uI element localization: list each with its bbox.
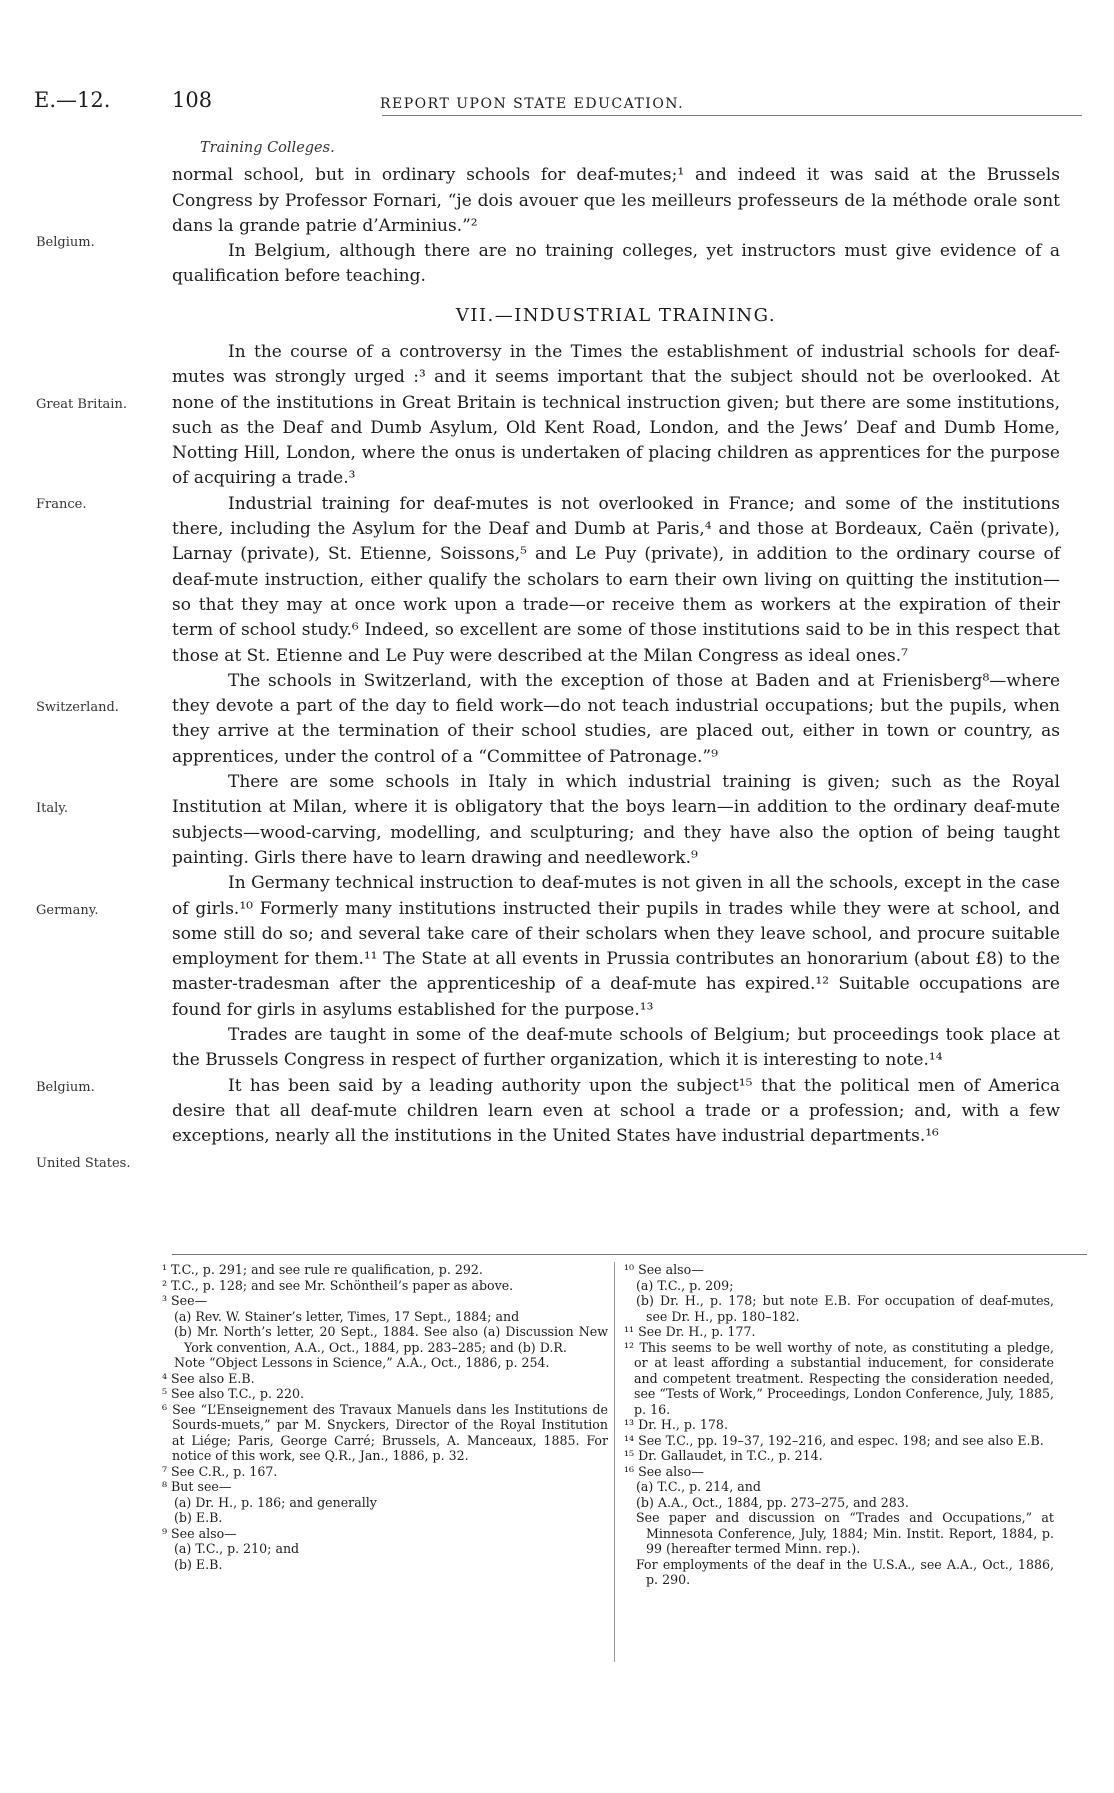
subhead-training-colleges: Training Colleges. (200, 140, 335, 156)
footnote-item: ³ See— (162, 1293, 208, 1308)
footnote-item: ⁴ See also E.B. (162, 1370, 255, 1386)
footnote-item: ⁷ See C.R., p. 167. (162, 1463, 278, 1479)
paragraph-belgium: Trades are taught in some of the deaf-mute schools of Belgium; but proceedings took place at the Brussels Congress in respect of further organization, which it is interesting to note.¹⁴ (172, 1025, 1060, 1071)
footnote-item: (b) Dr. H., p. 178; but note E.B. For occupation of deaf-mutes, see Dr. H., pp. 180–182. (636, 1293, 1054, 1324)
side-note-italy: Italy. (36, 801, 69, 816)
footnote-item: For employments of the deaf in the U.S.A., see A.A., Oct., 1886, p. 290. (636, 1556, 1054, 1587)
running-title: REPORT UPON STATE EDUCATION. (380, 96, 685, 112)
section-heading: VII.—INDUSTRIAL TRAINING. (455, 305, 777, 326)
paragraph-germany: In Germany technical instruction to deaf-mutes is not given in all the schools, except in the case of girls.¹⁰ Formerly many institutions instructed their pupils in trades while they were at school, and some still do so; and several take care of their scholars when they leave school, and procure suitable employment for them.¹¹ The State at all events in Prussia contributes an honorarium (about £8) to the master-tradesman after the apprenticeship of a deaf-mute has expired.¹² Suitable occupations are found for girls in asylums established for the purpose.¹³ (172, 873, 1060, 1020)
footnote-item: ⁹ See also— (162, 1525, 237, 1541)
footnote-item: ¹⁶ See also— (624, 1463, 704, 1479)
footnote-item: ¹ T.C., p. 291; and see rule re qualification, p. 292. (162, 1262, 483, 1277)
footnote-item: ⁶ See “L’Enseignement des Travaux Manuels dans les Institutions de Sourds-muets,” par M. Snyckers, Director of the Royal Institution at Liége; Paris, George Carré; Brussels, A. Manceaux, 1885. For notice of this work, see Q.R., Jan., 1886, p. 32. (162, 1401, 608, 1463)
footnote-column-divider (614, 1262, 615, 1662)
paragraph-united-states: It has been said by a leading authority upon the subject¹⁵ that the political men of America desire that all deaf-mute children learn even at school a trade or a profession; and, with a few exceptions, nearly all the institutions in the United States have industrial departments.¹⁶ (172, 1075, 1060, 1147)
side-note-belgium: Belgium. (36, 1080, 95, 1095)
footnote-item: ¹⁵ Dr. Gallaudet, in T.C., p. 214. (624, 1448, 823, 1463)
footnote-item: (b) Mr. North’s letter, 20 Sept., 1884. See also (a) Discussion New York convention, A.A., Oct., 1884, pp. 283–285; and (b) D.R. (174, 1324, 608, 1355)
side-note-germany: Germany. (36, 903, 99, 918)
footnote-item: (a) T.C., p. 209; (636, 1277, 734, 1293)
footnote-item: (b) E.B. (174, 1510, 223, 1525)
footnote-item: (a) T.C., p. 210; and (174, 1541, 300, 1556)
paragraph-great-britain: In the course of a controversy in the Times the establishment of industrial schools for deaf-mutes was strongly urged :³ and it seems important that the subject should not be overlooked. At none of the institutions in Great Britain is technical instruction given; but there are some institutions, such as the Deaf and Dumb Asylum, Old Kent Road, London, and the Jews’ Deaf and Dumb Home, Notting Hill, London, where the onus is undertaken of placing children as apprentices for the purpose of acquiring a trade.³ (172, 342, 1060, 489)
side-note-great-britain: Great Britain. (36, 397, 127, 412)
side-note-france: France. (36, 497, 87, 512)
paragraph-switzerland: The schools in Switzerland, with the exception of those at Baden and at Frienisberg⁸—where they devote a part of the day to field work—do not teach industrial occupations; but the pupils, when they arrive at the termination of their school studies, are placed out, either in town or country, as apprentices, under the control of a “Committee of Patronage.”⁹ (172, 670, 1060, 767)
section-body (172, 340, 1060, 1150)
footnote-item: ¹² This seems to be well worthy of note, as constituting a pledge, or at least affording a substantial inducement, for considerate and competent treatment. Respecting the consideration needed, see “Tests of Work,” Proceedings, London Conference, July, 1885, p. 16. (624, 1339, 1054, 1417)
footnote-item: (b) A.A., Oct., 1884, pp. 273–275, and 283. (636, 1494, 909, 1510)
report-code: E.—12. (34, 88, 111, 112)
header-rule (382, 115, 1082, 116)
footnote-item: (a) T.C., p. 214, and (636, 1479, 761, 1494)
footnotes-right-column (624, 1262, 1054, 1588)
footnotes-left-column (162, 1262, 608, 1572)
paragraph-france: Industrial training for deaf-mutes is not overlooked in France; and some of the institutions there, including the Asylum for the Deaf and Dumb at Paris,⁴ and those at Bordeaux, Caën (private), Larnay (private), St. Etienne, Soissons,⁵ and Le Puy (private), in addition to the ordinary course of deaf-mute instruction, either qualify the scholars to earn their own living on quitting the institution—so that they may at once work upon a trade—or receive them as workers at the expiration of their term of school study.⁶ Indeed, so excellent are some of those institutions said to be in this respect that those at St. Etienne and Le Puy were described at the Milan Congress as ideal ones.⁷ (172, 493, 1060, 666)
footnote-item: ¹¹ See Dr. H., p. 177. (624, 1324, 756, 1339)
footnote-item: (a) Rev. W. Stainer’s letter, Times, 17 Sept., 1884; and (174, 1308, 520, 1324)
footnote-item: ¹⁰ See also— (624, 1262, 704, 1277)
footnote-item: ⁵ See also T.C., p. 220. (162, 1386, 305, 1401)
footnote-item: See paper and discussion on “Trades and Occupations,” at Minnesota Conference, July, 1884; Min. Instit. Report, 1884, p. 99 (hereafter termed Minn. rep.). (636, 1510, 1054, 1556)
side-note-united-states: United States. (36, 1156, 131, 1171)
footnote-rule (172, 1254, 1087, 1255)
paragraph-normal-school: normal school, but in ordinary schools for deaf-mutes;¹ and indeed it was said at the Brussels Congress by Professor Fornari, “je dois avouer que les meilleurs professeurs de la méthode orale sont dans la grande patrie d’Arminius.”² (172, 165, 1060, 236)
footnote-item: (a) Dr. H., p. 186; and generally (174, 1494, 377, 1510)
side-note-belgium-training: Belgium. (36, 235, 95, 250)
footnote-item: ² T.C., p. 128; and see Mr. Schöntheil’s paper as above. (162, 1277, 514, 1293)
footnote-item: ¹³ Dr. H., p. 178. (624, 1417, 728, 1432)
intro-block (172, 136, 1060, 290)
footnote-item: (b) E.B. (174, 1556, 223, 1572)
paragraph-italy: There are some schools in Italy in which industrial training is given; such as the Royal Institution at Milan, where it is obligatory that the boys learn—in addition to the ordinary deaf-mute subjects—wood-carving, modelling, and sculpturing; and they have also the option of being taught painting. Girls there have to learn drawing and needlework.⁹ (172, 772, 1060, 868)
footnote-item: ⁸ But see— (162, 1479, 232, 1494)
footnote-item: ¹⁴ See T.C., pp. 19–37, 192–216, and espec. 198; and see also E.B. (624, 1432, 1044, 1448)
page-number: 108 (172, 88, 213, 112)
paragraph-belgium-training: In Belgium, although there are no training colleges, yet instructors must give evidence of a qualification before teaching. (172, 241, 1060, 287)
footnote-item: Note “Object Lessons in Science,” A.A., Oct., 1886, p. 254. (174, 1355, 550, 1370)
side-note-switzerland: Switzerland. (36, 700, 119, 715)
